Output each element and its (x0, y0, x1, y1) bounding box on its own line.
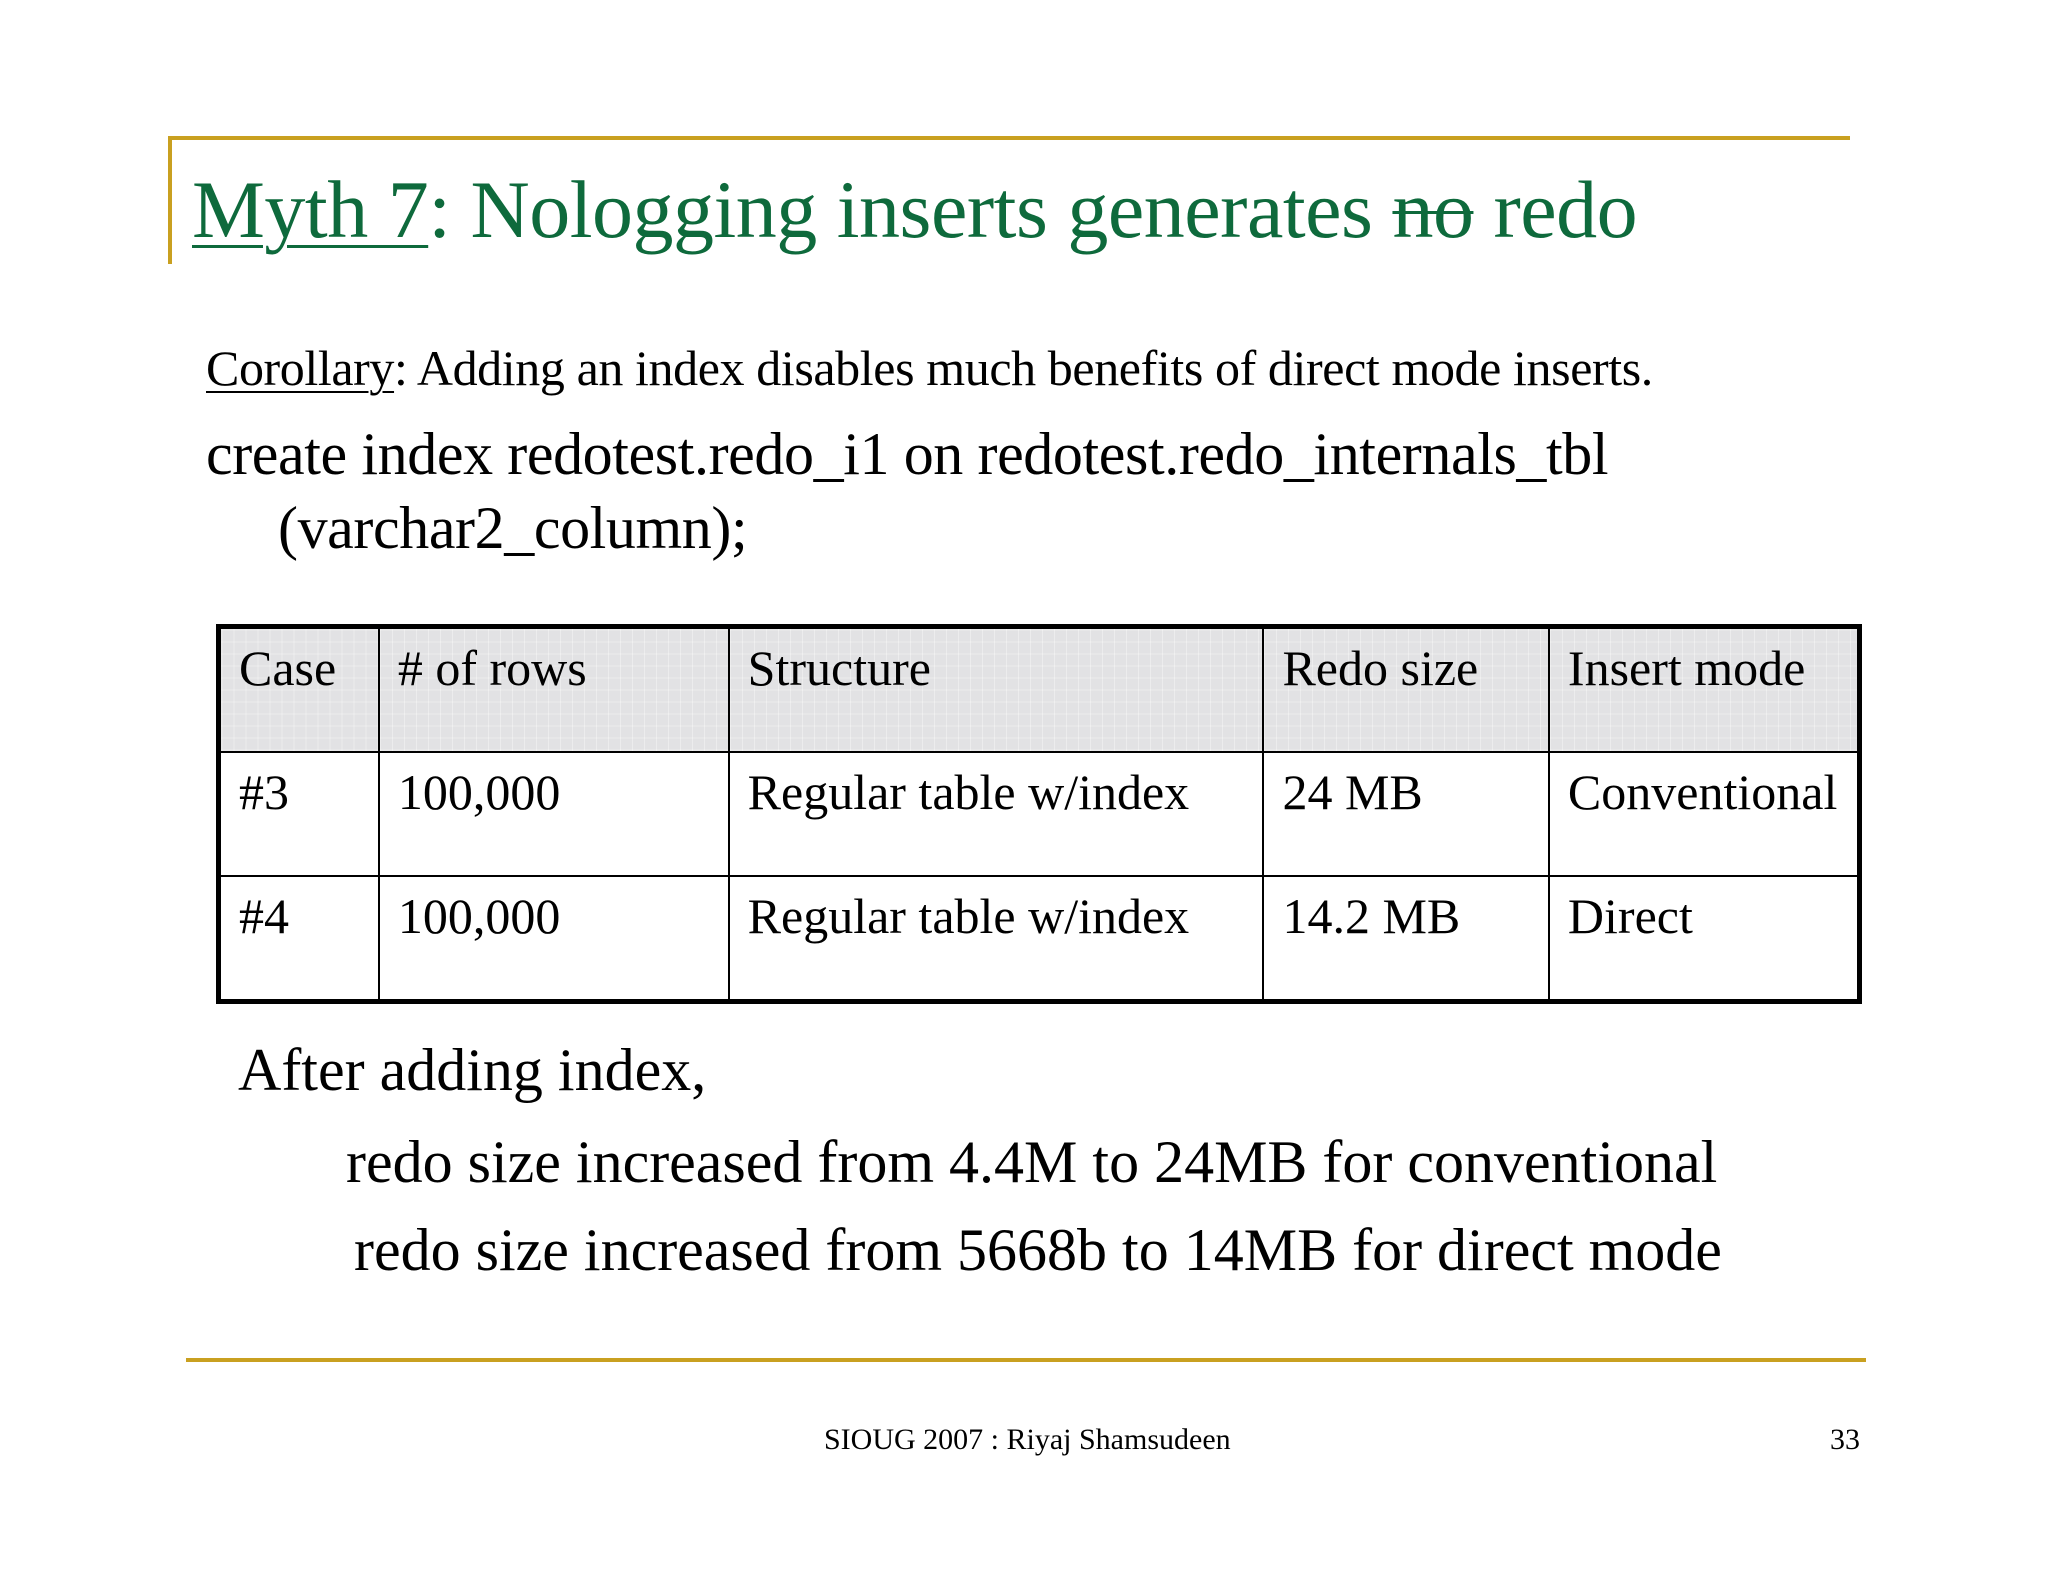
cell-redo-size: 14.2 MB (1263, 876, 1548, 1002)
table-header-row (219, 627, 1860, 753)
title-end-text: redo (1473, 164, 1638, 255)
cell-insert-mode: Conventional (1549, 752, 1860, 876)
result-line-direct: redo size increased from 5668b to 14MB for direct mode (354, 1217, 1722, 1283)
slide-title (192, 162, 1637, 258)
title-frame-top-rule (168, 136, 1850, 140)
header-case: Case (219, 627, 379, 753)
after-heading: After adding index, (238, 1037, 707, 1103)
header-redo-size: Redo size (1263, 627, 1548, 753)
header-structure: Structure (729, 627, 1264, 753)
cell-rows: 100,000 (379, 752, 729, 876)
page-number: 33 (1830, 1423, 1860, 1456)
table-row (219, 876, 1860, 1002)
result-line-conventional: redo size increased from 4.4M to 24MB for conventional (346, 1129, 1718, 1195)
cell-rows: 100,000 (379, 876, 729, 1002)
title-frame-left-rule (168, 136, 172, 264)
header-rows: # of rows (379, 627, 729, 753)
title-struck-word: no (1392, 164, 1474, 255)
sql-statement-line-1: create index redotest.redo_i1 on redotest.redo_internals_tbl (206, 421, 1609, 487)
corollary-statement (206, 338, 1653, 398)
sql-statement-line-2: (varchar2_column); (278, 495, 748, 561)
cell-redo-size: 24 MB (1263, 752, 1548, 876)
corollary-label: Corollary (206, 340, 395, 396)
header-insert-mode: Insert mode (1549, 627, 1860, 753)
cell-case: #4 (219, 876, 379, 1002)
footer-rule (186, 1358, 1866, 1362)
cell-case: #3 (219, 752, 379, 876)
redo-comparison-table (216, 624, 1862, 1004)
table-row (219, 752, 1860, 876)
footer-text: SIOUG 2007 : Riyaj Shamsudeen (824, 1423, 1231, 1456)
corollary-text: : Adding an index disables much benefits of direct mode inserts. (394, 340, 1653, 396)
cell-insert-mode: Direct (1549, 876, 1860, 1002)
cell-structure: Regular table w/index (729, 752, 1264, 876)
cell-structure: Regular table w/index (729, 876, 1264, 1002)
title-myth-label: Myth 7 (192, 164, 429, 255)
title-main-text: : Nologging inserts generates (428, 164, 1393, 255)
